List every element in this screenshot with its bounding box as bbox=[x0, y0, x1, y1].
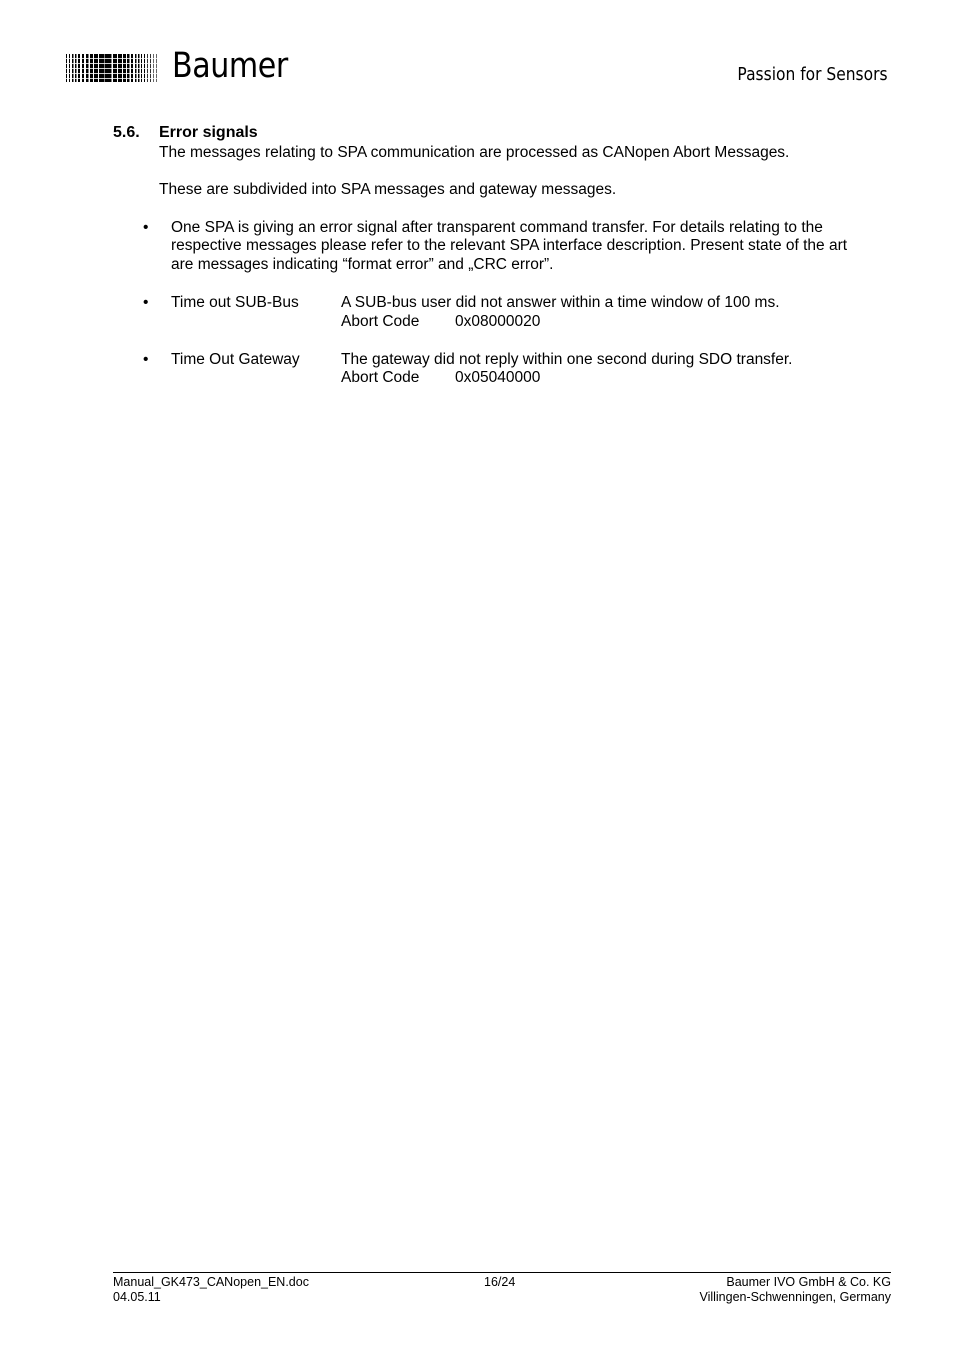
bullet-icon: • bbox=[143, 294, 149, 311]
intro-paragraph-2: These are subdivided into SPA messages and gateway messages. bbox=[159, 181, 617, 198]
footer-right bbox=[699, 1275, 891, 1305]
abort-code-label: Abort Code bbox=[341, 313, 420, 330]
section-number: 5.6. bbox=[113, 124, 140, 141]
abort-code-value: 0x05040000 bbox=[455, 369, 541, 386]
baumer-logo-mark-icon bbox=[66, 54, 158, 82]
footer-company: Baumer IVO GmbH & Co. KG bbox=[726, 1275, 891, 1289]
abort-code-value: 0x08000020 bbox=[455, 313, 541, 330]
section-heading bbox=[113, 124, 258, 143]
footer-date: 04.05.11 bbox=[113, 1290, 161, 1304]
footer-divider bbox=[113, 1272, 891, 1273]
bullet-text-line: One SPA is giving an error signal after transparent command transfer. For details relating to the bbox=[171, 219, 823, 236]
brand-name: Baumer bbox=[172, 46, 288, 86]
bullet-icon: • bbox=[143, 351, 149, 368]
abort-code-label: Abort Code bbox=[341, 369, 420, 386]
bullet-text-line: respective messages please refer to the relevant SPA interface description. Present state of the art bbox=[171, 237, 848, 254]
footer-page-number: 16/24 bbox=[484, 1275, 516, 1289]
footer-filename: Manual_GK473_CANopen_EN.doc bbox=[113, 1275, 309, 1289]
error-description: The gateway did not reply within one second during SDO transfer. bbox=[341, 351, 793, 368]
section-title: Error signals bbox=[159, 124, 258, 141]
intro-paragraph-1: The messages relating to SPA communication are processed as CANopen Abort Messages. bbox=[159, 144, 790, 161]
page-header bbox=[0, 0, 954, 110]
footer-left bbox=[113, 1275, 309, 1305]
brand-tagline: Passion for Sensors bbox=[737, 64, 888, 85]
error-description: A SUB-bus user did not answer within a time window of 100 ms. bbox=[341, 294, 780, 311]
error-label: Time out SUB-Bus bbox=[171, 294, 299, 311]
bullet-text-line: are messages indicating “format error” and „CRC error”. bbox=[171, 256, 554, 273]
footer-location: Villingen-Schwenningen, Germany bbox=[699, 1290, 891, 1304]
error-label: Time Out Gateway bbox=[171, 351, 300, 368]
bullet-icon: • bbox=[143, 219, 149, 236]
